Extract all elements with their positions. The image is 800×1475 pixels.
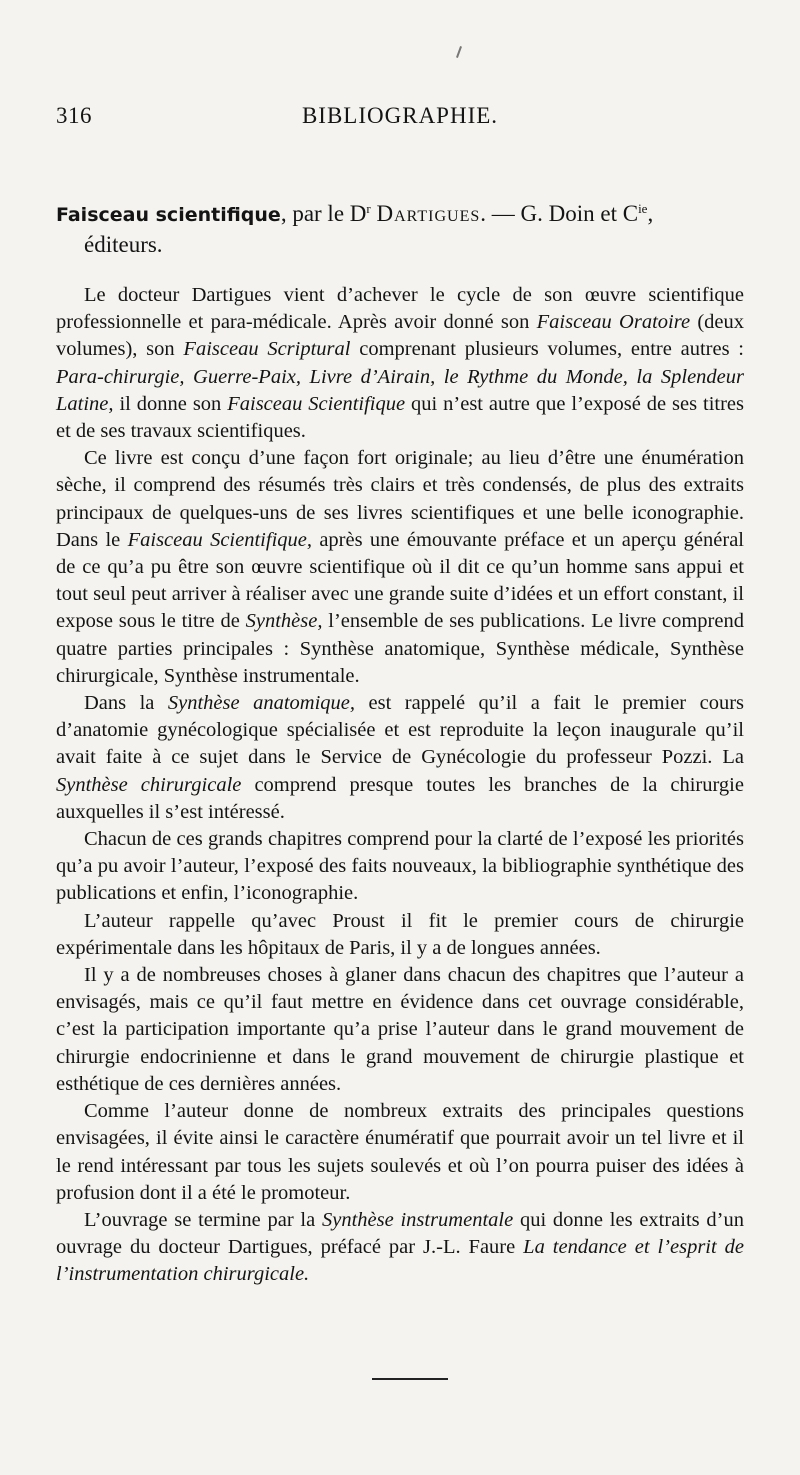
italic-span: Synthèse anatomique,: [167, 692, 356, 715]
paragraph: [56, 282, 744, 445]
review-text: [56, 282, 744, 1289]
text-span: est rappelé qu’il a fait le premier cours d’anatomie gynécologique spécialisée et est reproduite la leçon inaugurale qu’il avait faite à ce sujet dans le Service de Gynécologie du professeur Pozzi. La: [56, 692, 744, 769]
text-span: L’ouvrage se termine par la: [84, 1208, 322, 1231]
text-span: Il y a de nombreuses choses à glaner dans chacun des chapitres que l’auteur a envisagés, mais ce qu’il faut mettre en évidence dans cet ouvrage considérable, c’est la participation importante qu’a prise l’auteur dans le grand mouvement de chirurgie endocrinienne et dans le grand mouvement de chirurgie plastique et esthétique de ces dernières années.: [56, 964, 744, 1095]
publisher: . — G. Doin et C: [480, 201, 639, 226]
publisher-end: ,: [647, 201, 654, 226]
italic-span: Synthèse chirurgicale: [56, 773, 242, 796]
end-rule: [372, 1378, 448, 1380]
company-superscript: ie: [638, 201, 648, 216]
text-span: Chacun de ces grands chapitres comprend pour la clarté de l’exposé les priorités qu’a pu avoir l’auteur, l’exposé des faits nouveaux, la bibliographie synthétique des publications et enfin, l’iconographie.: [56, 828, 744, 905]
paragraph: [56, 826, 744, 908]
italic-span: Faisceau Scientifique,: [127, 528, 312, 551]
doctor-superscript: r: [366, 201, 371, 216]
italic-span: Para-chirurgie, Guerre-Paix, Livre d’Airain, le Rythme du Monde, la Splendeur Latine,: [56, 365, 744, 415]
italic-span: Synthèse instrumentale: [321, 1208, 514, 1231]
entry-by: , par le D: [280, 201, 367, 226]
text-span: qui n’est autre que l’exposé de ses titres et de ses travaux scientifiques.: [56, 392, 745, 443]
paragraph: [56, 962, 744, 1098]
author-name: Dartigues: [376, 201, 481, 226]
text-span: Dans la: [84, 692, 168, 715]
text-span: Ce livre est conçu d’une façon fort originale; au lieu d’être une énumération sèche, il comprend des résumés très clairs et très condensés, de plus des extraits principaux de quelques-uns de ses livres scientifiques et une belle iconographie. Dans le: [56, 447, 744, 551]
italic-span: Faisceau Scriptural: [183, 338, 351, 361]
text-span: l’ensemble de ses publications. Le livre comprend quatre parties principales : Synthèse anatomique, Synthèse médicale, Synthèse chirurgicale, Synthèse instrumentale.: [56, 610, 744, 687]
paragraph: [56, 690, 744, 826]
paragraph: [56, 1098, 744, 1207]
text-span: Le docteur Dartigues vient d’achever le cycle de son œuvre scientifique professionnelle et para-médicale. Après avoir donné son: [56, 284, 744, 334]
text-span: (deux volumes), son: [56, 311, 744, 361]
page-number: 316: [56, 103, 92, 128]
bibliography-entry: [56, 194, 744, 260]
page-header: [56, 103, 744, 139]
italic-span: La tendance et l’esprit de l’instrumentation chirurgicale.: [56, 1236, 744, 1286]
italic-span: Synthèse,: [245, 610, 323, 633]
book-title: Faisceau scientifique: [56, 204, 281, 226]
text-span: L’auteur rappelle qu’avec Proust il fit le premier cours de chirurgie expérimentale dans les hôpitaux de Paris, il y a de longues années.: [56, 909, 744, 959]
page-speck: [456, 46, 462, 58]
italic-span: Faisceau Oratoire: [536, 311, 691, 334]
text-span: comprend presque toutes les branches de la chirurgie auxquelles il s’est intéressé.: [56, 773, 744, 823]
text-span: il donne son: [113, 392, 228, 415]
paragraph: [56, 1207, 744, 1289]
text-span: qui donne les extraits d’un ouvrage du docteur Dartigues, préfacé par J.-L. Faure: [56, 1208, 744, 1259]
text-span: comprenant plusieurs volumes, entre autres :: [350, 338, 744, 361]
entry-line-2: éditeurs.: [84, 232, 163, 257]
italic-span: Faisceau Scientifique: [227, 392, 406, 415]
text-span: Comme l’auteur donne de nombreux extraits des principales questions envisagées, il évite ainsi le caractère énumératif que pourrait avoir un tel livre et il le rend intéressant par tous les sujets soulevés et où l’on pourra puiser des idées à profusion dont il a été le promoteur.: [56, 1100, 744, 1204]
paragraph: [56, 908, 744, 962]
paragraph: [56, 445, 744, 690]
running-title: BIBLIOGRAPHIE.: [301, 103, 499, 128]
text-span: après une émouvante préface et un aperçu général de ce qu’a pu être son œuvre scientifique où il dit ce qu’un homme sans appui et tout seul peut arriver à réaliser avec une grande suite d’idées et un effort constant, il expose sous le titre de: [56, 528, 745, 633]
entry-line-1: [56, 194, 744, 230]
